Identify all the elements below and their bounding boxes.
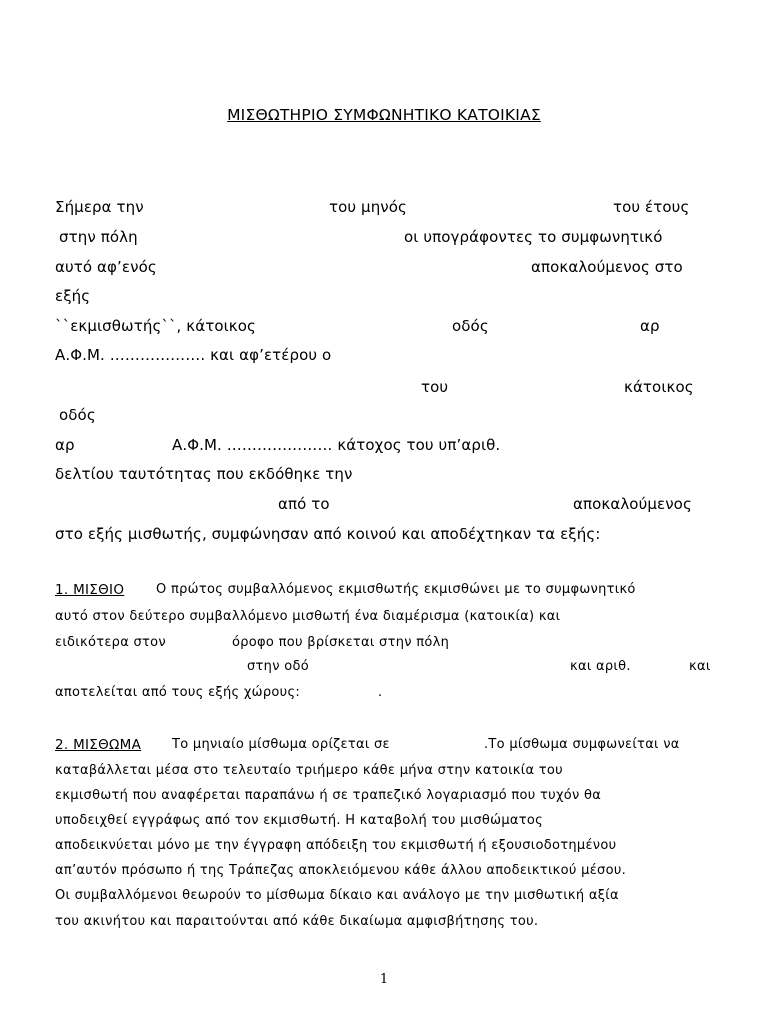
- section-2-line: αποδεικνύεται μόνο με την έγγραφη απόδειξη του εκμισθωτή ή εξουσιοδοτημένου: [55, 838, 617, 853]
- section-1-line: όροφο που βρίσκεται στην πόλη: [232, 635, 450, 650]
- intro-text: Α.Φ.Μ. ………………. και αφ’ετέρου ο: [55, 346, 332, 364]
- section-2-line: .Το μίσθωμα συμφωνείται να: [484, 737, 680, 752]
- section-2-heading: 2. ΜΙΣΘΩΜΑ: [55, 737, 142, 753]
- intro-text: στο εξής μισθωτής, συμφώνησαν από κοινού και αποδέχτηκαν τα εξής:: [55, 525, 601, 543]
- section-2-line: καταβάλλεται μέσα στο τελευταίο τριήμερο κάθε μήνα στην κατοικία του: [55, 763, 563, 778]
- intro-text: Α.Φ.Μ. ………………… κάτοχος του υπ’αριθ.: [172, 436, 501, 454]
- intro-text: ``εκμισθωτής``, κάτοικος: [55, 317, 256, 335]
- page-number: 1: [379, 972, 389, 987]
- section-1-line: και αριθ.: [570, 659, 631, 674]
- section-1-line: στην οδό: [247, 659, 309, 674]
- intro-text: εξής: [55, 287, 91, 305]
- section-1-line: [55, 582, 124, 598]
- section-1-line: Ο πρώτος συμβαλλόμενος εκμισθωτής εκμισθώνει με το συμφωνητικό: [156, 582, 636, 597]
- intro-text: στην πόλη: [59, 228, 138, 246]
- section-1-heading: 1. ΜΙΣΘΙΟ: [55, 582, 125, 598]
- section-1-line: αυτό στον δεύτερο συμβαλλόμενο μισθωτή ένα διαμέρισμα (κατοικία) και: [55, 609, 561, 624]
- intro-text: αυτό αφ’ενός: [55, 258, 157, 276]
- section-2-line: Οι συμβαλλόμενοι θεωρούν το μίσθωμα δίκαιο και ανάλογο με την μισθωτική αξία: [55, 888, 619, 903]
- section-1-line: και: [689, 659, 711, 674]
- document-title: ΜΙΣΘΩΤΗΡΙΟ ΣΥΜΦΩΝΗΤΙΚΟ ΚΑΤΟΙΚΙΑΣ: [227, 106, 541, 124]
- section-2-line: υποδειχθεί εγγράφως από τον εκμισθωτή. Η καταβολή του μισθώματος: [55, 813, 544, 828]
- section-2-line: εκμισθωτή που αναφέρεται παραπάνω ή σε τραπεζικό λογαριασμό που τυχόν θα: [55, 788, 602, 803]
- section-1-line: .: [378, 685, 383, 700]
- section-1-line: αποτελείται από τους εξής χώρους:: [55, 685, 301, 700]
- intro-text: οδός: [452, 317, 489, 335]
- intro-text: από το: [278, 495, 330, 513]
- intro-text: οδός: [59, 406, 96, 424]
- intro-text: αποκαλούμενος στο: [531, 258, 683, 276]
- intro-text: οι υπογράφοντες το συμφωνητικό: [404, 228, 663, 246]
- intro-text: κάτοικος: [624, 378, 694, 396]
- intro-text: αρ: [640, 317, 660, 335]
- intro-text: του έτους: [613, 198, 690, 216]
- intro-text: του: [421, 378, 449, 396]
- intro-text: δελτίου ταυτότητας που εκδόθηκε την: [55, 465, 353, 483]
- section-2-line: Το μηνιαίο μίσθωμα ορίζεται σε: [172, 737, 390, 752]
- intro-text: αρ: [55, 436, 75, 454]
- intro-text: αποκαλούμενος: [573, 495, 692, 513]
- section-2-line: [55, 737, 141, 753]
- section-1-line: ειδικότερα στον: [55, 635, 166, 650]
- section-2-line: απ’αυτόν πρόσωπο ή της Τράπεζας αποκλειόμενου κάθε άλλου αποδεικτικού μέσου.: [55, 863, 627, 878]
- intro-text: Σήμερα την: [55, 198, 144, 216]
- intro-text: του μηνός: [329, 198, 407, 216]
- section-2-line: του ακινήτου και παραιτούνται από κάθε δικαίωμα αμφισβήτησης του.: [55, 914, 539, 929]
